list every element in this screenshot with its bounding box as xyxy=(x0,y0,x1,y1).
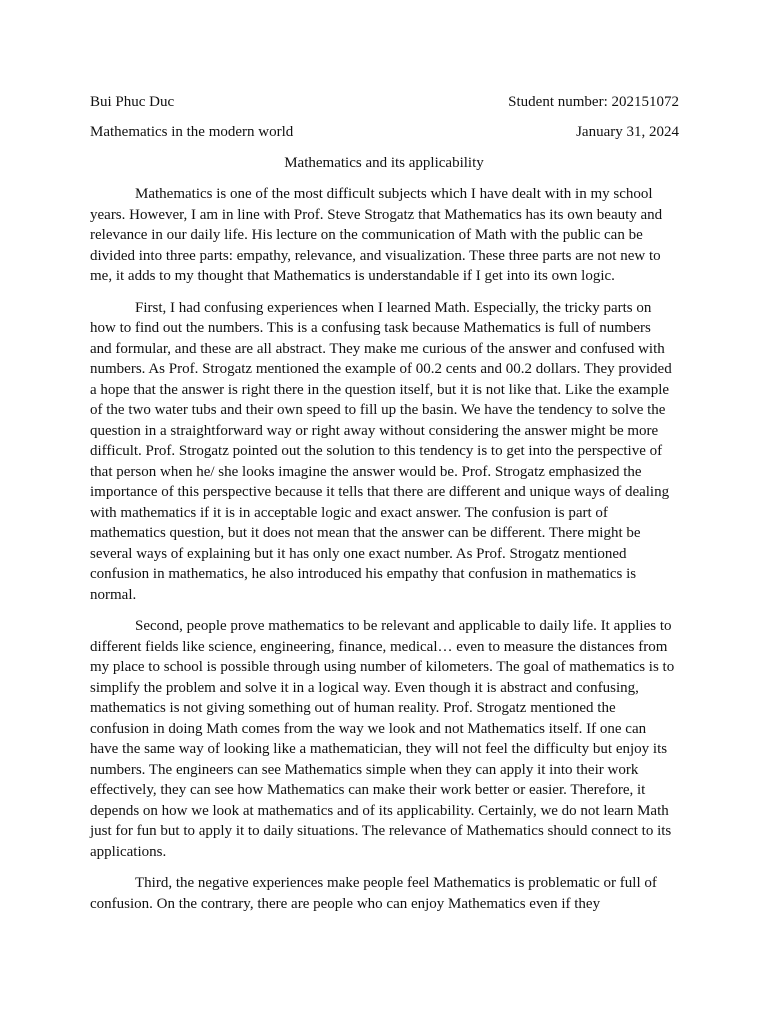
student-number: Student number: 202151072 xyxy=(508,94,679,110)
paragraph-line: numbers. As Prof. Strogatz mentioned the example of 00.2 cents and 00.2 dollars. They provided xyxy=(90,361,672,377)
author-name: Bui Phuc Duc xyxy=(90,94,175,110)
paragraph-line: years. However, I am in line with Prof. Steve Strogatz that Mathematics has its own beauty and xyxy=(90,206,663,223)
paragraph-line: a hope that the answer is right there in the question itself, but it is not like that. Like the example xyxy=(90,381,670,398)
paragraph-line: Second, people prove mathematics to be relevant and applicable to daily life. It applies to xyxy=(135,618,672,634)
paragraph-line: have the same way of looking like a mathematician, they will not feel the difficulty but enjoy its xyxy=(90,741,668,757)
paragraph-line: confusion in doing Math comes from the way we look and not Mathematics itself. If one can xyxy=(90,720,647,737)
paragraph-line: Third, the negative experiences make people feel Mathematics is problematic or full of xyxy=(135,875,657,891)
paragraph-line: different fields like science, engineering, finance, medical… even to measure the distances from xyxy=(90,638,668,655)
paragraph-line: with mathematics if it is in acceptable logic and exact answer. The confusion is part of xyxy=(90,504,608,521)
paragraph xyxy=(90,298,680,606)
paragraph-line: several ways of explaining but it has only one exact number. As Prof. Strogatz mentioned xyxy=(90,545,627,562)
paragraph-line: just for fun but to apply it to daily situations. The relevance of Mathematics should connect to its xyxy=(90,823,672,839)
course-name: Mathematics in the modern world xyxy=(90,124,294,140)
paragraph-line: importance of this perspective because it tells that there are different and unique ways of dealing xyxy=(90,484,670,500)
paragraph-line: divided into three parts: empathy, relevance, and visualization. These three parts are not new to xyxy=(90,247,661,264)
paragraph-line: and formular, and these are all abstract. They make me curious of the answer and confused with xyxy=(90,340,665,357)
paragraph-line: simplify the problem and solve it in a logical way. Even though it is abstract and confusing, xyxy=(90,679,639,696)
paragraph-line: mathematics is not giving something out of human reality. Prof. Strogatz mentioned the xyxy=(90,700,616,716)
paragraph-line: Mathematics is one of the most difficult subjects which I have dealt with in my school xyxy=(135,186,653,202)
paragraph-line: that person when he/ she looks imagine the answer would be. Prof. Strogatz emphasized the xyxy=(90,463,642,480)
paragraph xyxy=(90,616,680,862)
paragraph-line: mathematics question, but it does not mean that the answer can be different. There might be xyxy=(90,525,641,541)
paragraph-line: relevance in our daily life. His lecture on the communication of Math with the public can be xyxy=(90,227,643,243)
paragraph-line: applications. xyxy=(90,843,167,860)
paragraph-line: confusion. On the contrary, there are people who can enjoy Mathematics even if they xyxy=(90,895,601,912)
paragraph-line: First, I had confusing experiences when I learned Math. Especially, the tricky parts on xyxy=(135,299,652,316)
paragraph-line: how to find out the numbers. This is a confusing task because Mathematics is full of numbers xyxy=(90,320,651,336)
document-title: Mathematics and its applicability xyxy=(284,155,484,171)
paragraph xyxy=(90,873,680,914)
paragraph-line: of the two water tubs and their own speed to fill up the basin. We have the tendency to solve the xyxy=(90,402,666,418)
header-row-1 xyxy=(90,92,679,112)
paragraph-line: my place to school is possible through using number of kilometers. The goal of mathematics is to xyxy=(90,659,675,675)
paragraph-line: confusion in mathematics, he also introduced his empathy that confusion in mathematics is xyxy=(90,566,637,582)
paragraph-line: effectively, they can see how Mathematics can make their work better or easier. Therefore, it xyxy=(90,782,646,798)
paragraph-line: numbers. The engineers can see Mathematics simple when they can apply it into their work xyxy=(90,761,639,778)
document-date: January 31, 2024 xyxy=(576,124,679,140)
paragraph-line: me, it adds to my thought that Mathematics is understandable if I get into its own logic. xyxy=(90,268,615,284)
document-body xyxy=(90,184,680,925)
paragraph-line: question in a straightforward way or right away without considering the answer might be more xyxy=(90,422,659,439)
header-row-2 xyxy=(90,122,679,142)
paragraph-line: normal. xyxy=(90,586,137,603)
paragraph-line: difficult. Prof. Strogatz pointed out the solution to this tendency is to get into the perspective of xyxy=(90,443,663,459)
paragraph-line: depends on how we look at mathematics and of its applicability. Certainly, we do not learn Math xyxy=(90,802,669,819)
paragraph xyxy=(90,184,680,287)
